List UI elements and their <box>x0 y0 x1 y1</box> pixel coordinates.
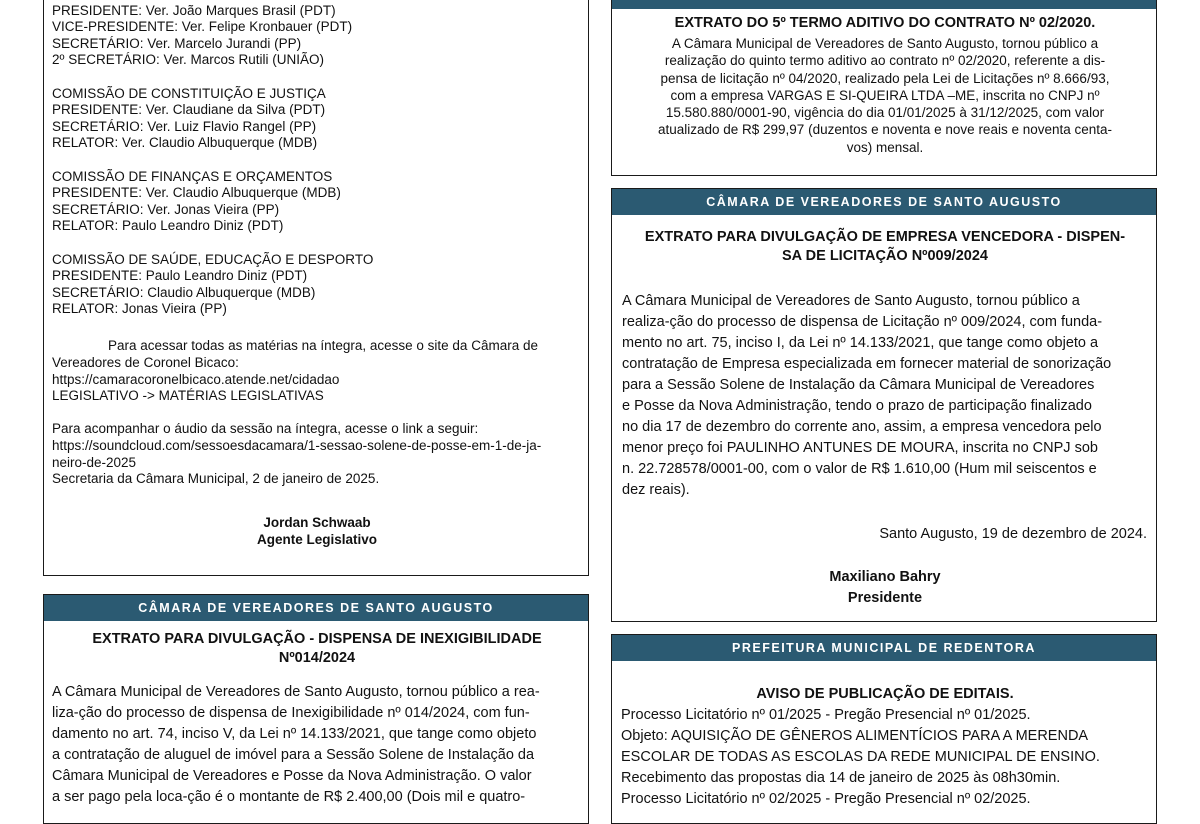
access-line: Vereadores de Coronel Bicaco: <box>52 355 239 370</box>
member-line: COMISSÃO DE FINANÇAS E ORÇAMENTOS <box>52 168 333 184</box>
extract-body <box>622 291 1156 501</box>
body-line: Processo Licitatório nº 02/2025 - Pregão Presencial nº 02/2025. <box>621 791 1031 807</box>
body-line: atualizado de R$ 299,97 (duzentos e noventa e nove reais e noventa centa- <box>657 122 1113 138</box>
council-composition-notice <box>43 0 589 576</box>
body-line: contratação de Empresa especializada em fornecer material de sonorização <box>622 356 1112 372</box>
body-line: liza-ção do processo de dispensa de Inexigibilidade nº 014/2024, com fun- <box>52 705 530 721</box>
member-line: SECRETÁRIO: Ver. Jonas Vieira (PP) <box>52 201 280 217</box>
section-header: PREFEITURA MUNICIPAL DE REDENTORA <box>612 635 1156 661</box>
access-line: https://camaracoronelbicaco.atende.net/cidadao <box>52 371 340 387</box>
body-line: e Posse da Nova Administração, tendo o prazo de participação finalizado <box>622 398 1092 414</box>
section-header-bar <box>612 0 1156 9</box>
member-line: PRESIDENTE: Paulo Leandro Diniz (PDT) <box>52 268 308 284</box>
signer-role: Presidente <box>847 590 923 606</box>
extract-body <box>612 35 1157 156</box>
body-line: menor preço foi PAULINHO ANTUNES DE MOURA, inscrita no CNPJ sob <box>622 440 1098 456</box>
member-line: PRESIDENTE: Ver. Claudiane da Silva (PDT) <box>52 102 326 118</box>
body-line: a contratação de aluguel de imóvel para a Sessão Solene de Instalação da <box>52 747 535 763</box>
access-line: https://soundcloud.com/sessoesdacamara/1-sessao-solene-de-posse-em-1-de-ja- <box>52 437 542 453</box>
member-line: RELATOR: Jonas Vieira (PP) <box>52 301 227 317</box>
title-line: EXTRATO PARA DIVULGAÇÃO DE EMPRESA VENCEDORA - DISPEN- <box>644 229 1126 245</box>
member-line: VICE-PRESIDENTE: Ver. Felipe Kronbauer (PDT) <box>52 19 353 35</box>
access-note <box>52 355 582 488</box>
council-members-list <box>52 0 582 334</box>
member-line <box>52 235 582 252</box>
body-line: damento no art. 74, inciso V, da Lei nº 14.133/2021, que tange como objeto <box>52 726 537 742</box>
body-line: pensa de licitação nº 04/2020, realizado pela Lei de Licitações nº 8.666/93, <box>660 70 1110 86</box>
member-line <box>52 69 582 86</box>
additive-term-extract <box>611 0 1157 176</box>
section-header: CÂMARA DE VEREADORES DE SANTO AUGUSTO <box>612 189 1156 215</box>
body-line: no dia 17 de dezembro do corrente ano, assim, a empresa vencedora pelo <box>622 419 1102 435</box>
body-line: Recebimento das propostas dia 14 de janeiro de 2025 às 08h30min. <box>621 770 1061 786</box>
winning-company-extract <box>611 188 1157 622</box>
access-line <box>52 405 582 422</box>
member-line: COMISSÃO DE CONSTITUIÇÃO E JUSTIÇA <box>52 85 326 101</box>
title-line: Nº014/2024 <box>278 650 356 666</box>
signer-name: Jordan Schwaab <box>263 515 371 530</box>
access-line: Para acompanhar o áudio da sessão na íntegra, acesse o link a seguir: <box>52 421 479 437</box>
access-line: LEGISLATIVO -> MATÉRIAS LEGISLATIVAS <box>52 388 324 404</box>
body-line: realiza-ção do processo de dispensa de Licitação nº 009/2024, com funda- <box>622 314 1103 330</box>
member-line: PRESIDENTE: Ver. João Marques Brasil (PDT) <box>52 2 336 18</box>
body-line: realização do quinto termo aditivo ao contrato nº 02/2020, referente a dis- <box>664 53 1106 69</box>
member-line: RELATOR: Ver. Claudio Albuquerque (MDB) <box>52 135 318 151</box>
member-line: SECRETÁRIO: Claudio Albuquerque (MDB) <box>52 284 316 300</box>
title-line: EXTRATO PARA DIVULGAÇÃO - DISPENSA DE INEXIGIBILIDADE <box>92 631 542 647</box>
notice-body <box>621 705 1156 810</box>
body-line: ESCOLAR DE TODAS AS ESCOLAS DA REDE MUNICIPAL DE ENSINO. <box>621 749 1100 765</box>
body-line: n. 22.728578/0001-00, com o valor de R$ 1.610,00 (Hum mil seiscentos e <box>622 461 1097 477</box>
member-line: 2º SECRETÁRIO: Ver. Marcos Rutili (UNIÃO) <box>52 52 324 68</box>
member-line: SECRETÁRIO: Ver. Marcelo Jurandi (PP) <box>52 35 302 51</box>
body-line: Objeto: AQUISIÇÃO DE GÊNEROS ALIMENTÍCIOS PARA A MERENDA <box>621 728 1089 744</box>
body-line: com a empresa VARGAS E SI-QUEIRA LTDA –ME, inscrita no CNPJ nº <box>670 87 1100 103</box>
extract-body <box>52 682 588 808</box>
extract-date: Santo Augusto, 19 de dezembro de 2024. <box>879 526 1147 542</box>
member-line: RELATOR: Paulo Leandro Diniz (PDT) <box>52 218 284 234</box>
body-line: para a Sessão Solene de Instalação da Câmara Municipal de Vereadores <box>622 377 1095 393</box>
extract-title: EXTRATO DO 5º TERMO ADITIVO DO CONTRATO Nº 02/2020. <box>674 15 1096 31</box>
body-line: a ser pago pela loca-ção é o montante de R$ 2.400,00 (Dois mil e quatro- <box>52 789 526 805</box>
body-line: A Câmara Municipal de Vereadores de Santo Augusto, tornou público a <box>671 36 1099 51</box>
access-note-first-line: Para acessar todas as matérias na íntegra, acesse o site da Câmara de <box>108 338 538 353</box>
access-line: Secretaria da Câmara Municipal, 2 de janeiro de 2025. <box>52 471 380 487</box>
body-line: A Câmara Municipal de Vereadores de Santo Augusto, tornou público a <box>622 293 1080 309</box>
body-line: Câmara Municipal de Vereadores e Posse da Nova Administração. O valor <box>52 768 532 784</box>
notice-title: AVISO DE PUBLICAÇÃO DE EDITAIS. <box>756 686 1014 702</box>
extract-title <box>612 228 1157 266</box>
member-line <box>52 152 582 169</box>
body-line: Processo Licitatório nº 01/2025 - Pregão Presencial nº 01/2025. <box>621 707 1031 723</box>
signer-role: Agente Legislativo <box>256 532 378 547</box>
member-line: COMISSÃO DE SAÚDE, EDUCAÇÃO E DESPORTO <box>52 251 374 267</box>
inexigibility-extract <box>43 594 589 824</box>
body-line: A Câmara Municipal de Vereadores de Santo Augusto, tornou público a rea- <box>52 684 540 700</box>
signer-name: Maxiliano Bahry <box>829 569 941 585</box>
member-line <box>52 318 582 335</box>
body-line: dez reais). <box>622 482 690 498</box>
body-line: vos) mensal. <box>846 139 924 155</box>
edital-publication-notice <box>611 634 1157 824</box>
title-line: SA DE LICITAÇÃO Nº009/2024 <box>782 248 988 264</box>
body-line: 15.580.880/0001-90, vigência do dia 01/01/2025 à 31/12/2025, com valor <box>665 105 1105 121</box>
member-line: PRESIDENTE: Ver. Claudio Albuquerque (MDB) <box>52 185 341 201</box>
body-line: mento no art. 75, inciso I, da Lei nº 14.133/2021, que tange como objeto a <box>622 335 1099 351</box>
access-line: neiro-de-2025 <box>52 454 137 470</box>
extract-title <box>44 630 589 668</box>
section-header: CÂMARA DE VEREADORES DE SANTO AUGUSTO <box>44 595 588 621</box>
member-line: SECRETÁRIO: Ver. Luiz Flavio Rangel (PP) <box>52 118 317 134</box>
